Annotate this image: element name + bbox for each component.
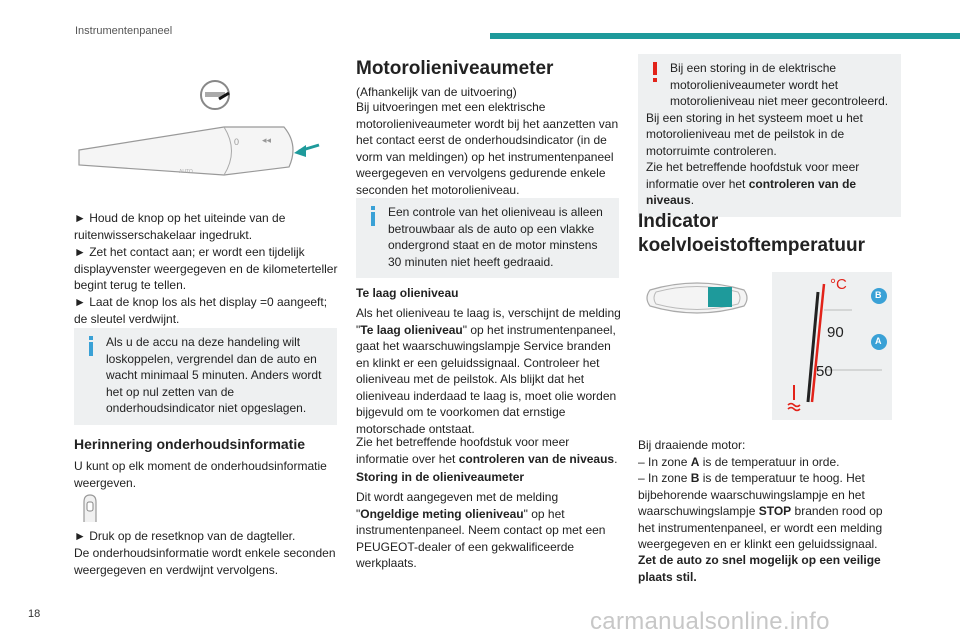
page-number: 18 — [28, 608, 41, 620]
step-final: ► Druk op de resetknop van de dagteller. — [74, 529, 296, 543]
info-note-oil — [356, 198, 619, 278]
final-warning: Zet de auto zo snel mogelijk op een veilige plaats stil. — [638, 553, 881, 584]
warning-more: Bij een storing in het systeem moet u het motorolieniveau met de peilstok in de motorruimte controleren. — [646, 110, 863, 158]
oil-intro: (Afhankelijk van de uitvoering) — [356, 85, 517, 99]
header-accent-bar — [490, 33, 960, 39]
step-3: ► Laat de knop los als het display =0 aangeeft; de sleutel verdwijnt. — [74, 295, 328, 326]
fault-text: Dit wordt aangegeven met de melding "Ongeldige meting olieniveau" op het instrumentenpaneel. Neem contact op met een PEUGEOT-dealer of een gekwalificeerde werkplaats. — [356, 490, 606, 570]
step-2: ► Zet het contact aan; er wordt een tijdelijk displayvenster weergegeven en de kilometerteller begint terug te tellen. — [74, 245, 338, 292]
svg-text:◂◂: ◂◂ — [262, 135, 272, 145]
svg-text:0: 0 — [234, 137, 240, 147]
section-text: U kunt op elk moment de onderhoudsinformatie weergeven. — [74, 459, 327, 490]
warning-ref: Zie het betreffende hoofdstuk voor meer informatie over het controleren van de niveaus. — [646, 160, 860, 207]
oil-level-title: Motorolieniveaumeter — [356, 58, 554, 79]
gauge-unit: °C — [830, 276, 847, 293]
fault-title: Storing in de olieniveaumeter — [356, 470, 525, 484]
step-1: ► Houd de knop op het uiteinde van de ruitenwisserschakelaar ingedrukt. — [74, 211, 286, 242]
info-note-oil-text: Een controle van het olieniveau is alleen betrouwbaar als de auto op een vlakke ondergrond staat en de motor minstens 30 minuten niet heeft gedraaid. — [388, 205, 603, 269]
warning-note — [638, 54, 901, 217]
zone-b-marker: B — [875, 290, 882, 300]
info-icon — [84, 336, 98, 356]
gauge-label-50: 50 — [816, 363, 833, 380]
zone-a-marker: A — [875, 336, 882, 346]
page-header-title: Instrumentenpaneel — [75, 25, 173, 37]
info-note-text: Als u de accu na deze handeling wilt loskoppelen, vergrendel dan de auto en wacht minimaal 5 minuten. Anders wordt het op nul zetten van de onderhoudsindicator niet opgeslagen. — [106, 335, 322, 415]
coolant-gauge — [772, 272, 892, 420]
running-text: Bij draaiende motor: — [638, 438, 746, 452]
zone-b-text: – In zone B is de temperatuur te hoog. Het bijbehorende waarschuwingslampje en het waarschuwingslampje STOP branden rood op het instrumentenpaneel, er wordt een melding weergegeven en er klinkt een geluidssignaal. — [638, 471, 883, 551]
low-oil-title: Te laag olieniveau — [356, 286, 459, 300]
watermark: carmanualsonline.info — [590, 608, 830, 635]
wiper-stalk-illustration — [74, 75, 339, 205]
low-oil-text: Als het olieniveau te laag is, verschijnt de melding "Te laag olieniveau" op het instrumentenpaneel, gaat het waarschuwingslampje Service branden en klinkt er een geluidssignaal. Controleer het olieniveau met de peilstok. Als blijkt dat het olieniveau inderdaad te laag is, moet olie worden bijgevuld om te voorkomen dat ernstige motorschade ontstaat. — [356, 306, 621, 436]
reset-button-icon — [78, 492, 102, 524]
coolant-bar-illustration — [642, 272, 752, 324]
oil-intro-text: Bij uitvoeringen met een elektrische motorolieniveaumeter wordt bij het aanzetten van het contact eerst de onderhoudsindicator (in de vorm van meldingen) op het instrumentenpaneel weergegeven en vervolgens gedurende enkele seconden het motorolieniveau. — [356, 100, 619, 197]
coolant-title: Indicator koelvloeistoftemperatuur — [638, 211, 865, 256]
warning-text: Bij een storing in de elektrische motorolieniveaumeter wordt het motorolieniveau niet meer gecontroleerd. — [670, 61, 889, 108]
zone-a-text: – In zone A is de temperatuur in orde. — [638, 455, 840, 469]
low-oil-ref: Zie het betreffende hoofdstuk voor meer informatie over het controleren van de niveaus. — [356, 435, 618, 466]
final-text: De onderhoudsinformatie wordt enkele seconden weergegeven en verdwijnt vervolgens. — [74, 546, 336, 577]
section-title: Herinnering onderhoudsinformatie — [74, 436, 306, 452]
info-icon — [366, 206, 380, 226]
svg-text:AUTO: AUTO — [179, 169, 193, 175]
warning-icon — [648, 62, 662, 82]
gauge-label-90: 90 — [827, 324, 844, 341]
info-note — [74, 328, 337, 425]
